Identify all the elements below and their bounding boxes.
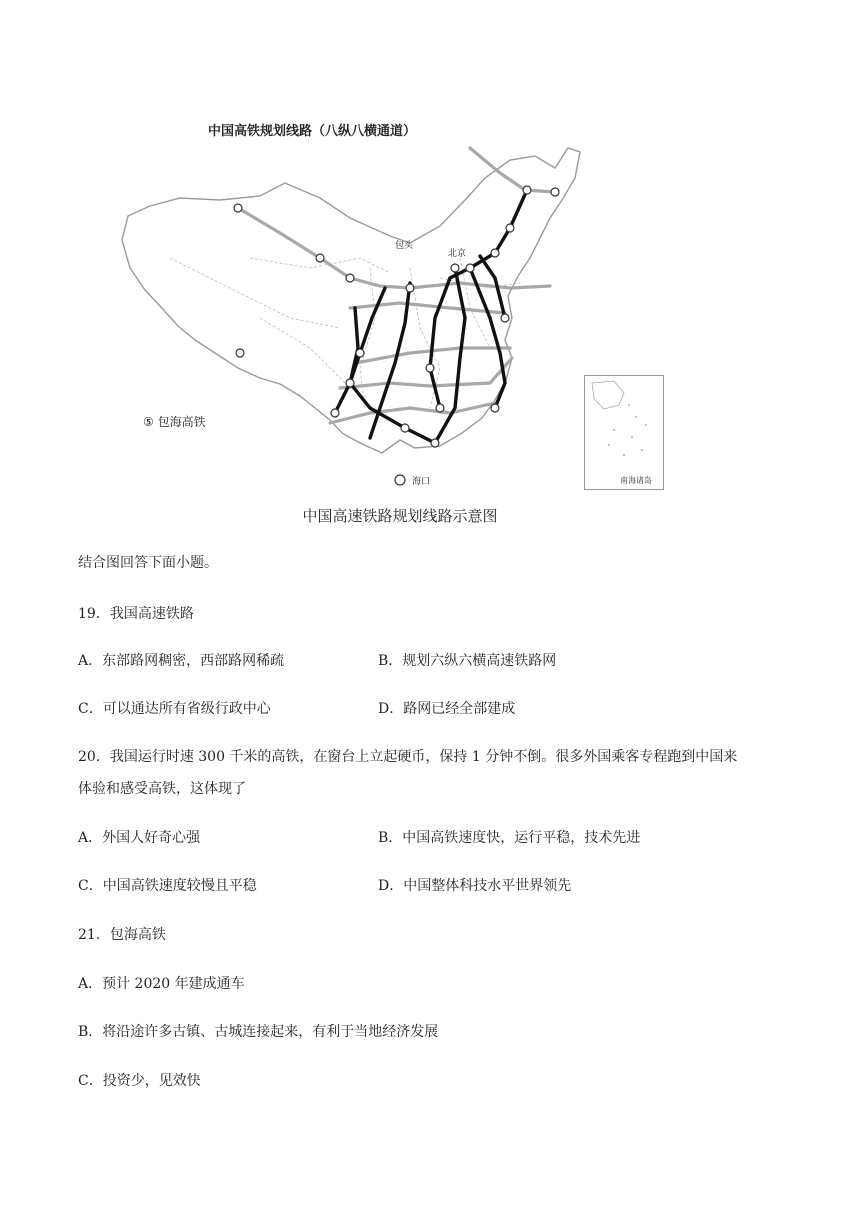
option-20-a[interactable]: A．外国人好奇心强 <box>78 830 201 846</box>
option-19-b[interactable]: B．规划六纵六横高速铁路网 <box>378 653 557 669</box>
option-19-c[interactable]: C．可以通达所有省级行政中心 <box>78 701 271 717</box>
map-title: 中国高铁规划线路（八纵八横通道） <box>208 124 417 139</box>
question-20-stem-line2: 体验和感受高铁，这体现了 <box>78 781 246 797</box>
city-label-baotou: 包头 <box>395 241 414 251</box>
china-outline <box>122 148 580 453</box>
option-21-b[interactable]: B．将沿途许多古镇、古城连接起来，有利于当地经济发展 <box>78 1024 439 1040</box>
option-19-a[interactable]: A．东部路网稠密，西部路网稀疏 <box>78 653 285 669</box>
question-21-stem: 21．包海高铁 <box>78 927 166 943</box>
south-china-sea-inset <box>584 375 664 490</box>
option-20-d[interactable]: D．中国整体科技水平世界领先 <box>378 878 572 894</box>
instruction-text: 结合图回答下面小题。 <box>78 555 218 571</box>
inset-label: 南海诸岛 <box>620 476 652 485</box>
china-high-speed-rail-map <box>110 108 590 498</box>
option-19-d[interactable]: D．路网已经全部建成 <box>378 701 516 717</box>
option-20-b[interactable]: B．中国高铁速度快，运行平稳，技术先进 <box>378 830 641 846</box>
city-label-haikou: 海口 <box>412 477 431 487</box>
option-20-c[interactable]: C．中国高铁速度较慢且平稳 <box>78 878 257 894</box>
question-20-stem-line1: 20．我国运行时速 300 千米的高铁，在窗台上立起硬币，保持 1 分钟不倒。很多外国乘客专程跑到中国来 <box>78 749 738 765</box>
city-label-beijing: 北京 <box>448 249 467 259</box>
option-21-c[interactable]: C．投资少，见效快 <box>78 1073 201 1089</box>
stations <box>234 186 559 485</box>
figure-caption: 中国高速铁路规划线路示意图 <box>302 507 498 525</box>
question-19-stem: 19．我国高速铁路 <box>78 606 194 622</box>
option-21-a[interactable]: A．预计 2020 年建成通车 <box>78 976 245 992</box>
map-legend: ⑤ 包海高铁 <box>143 415 206 429</box>
horizontal-lines <box>238 148 555 423</box>
